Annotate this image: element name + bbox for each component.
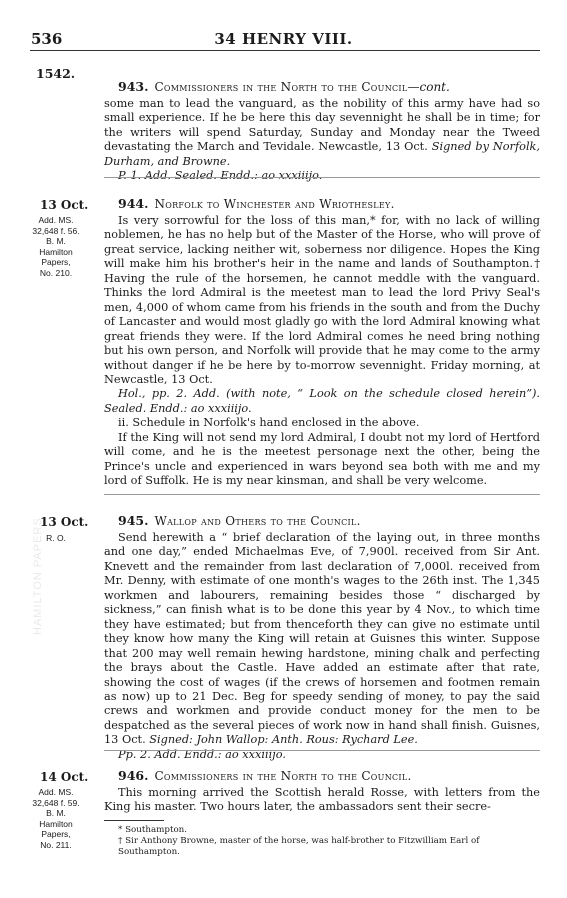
entry-title: Commissioners in the North to the Council. xyxy=(154,769,412,783)
page-number: 536 xyxy=(31,30,63,48)
footnote: * Southampton. xyxy=(118,825,188,835)
header-rule xyxy=(30,50,540,51)
paragraph: Send herewith a “ brief declaration of the laying out, in three months and one day,” ended Michaelmas Eve, of 7,900l. received from Sir Ant. Knevett and the remainder from last declaration of 7,000l. received from Mr. Denny, with estimate of one month's wages to the 26th inst. The 1,345 workmen and labourers, remaining besides those “ discharged by sickness,” can finish what is to be done this year by 4 Nov., to which time they have estimated; but from thenceforth they can give no estimate until they know how many the King will retain at Guisnes this winter. Suppose that 200 may well remain hewing hardstone, mining chalk and perfecting the brays about the Castle. Have added an estimate after that rate, showing the cost of wages (if the crews of horsemen and footmen remain as now) up to 21 Dec. Beg for speedy sending of money, to pay the said crews and workmen and provide conduct money for the men to be despatched as the several pieces of work now in hand shall finish. Guisnes, 13 Oct. Signed: John Wallop: Anth. Rous: Rychard Lee. xyxy=(104,531,540,747)
footnote: † Sir Anthony Browne, master of the horse, was half-brother to Fitzwilliam Earl of Southampton. xyxy=(118,836,480,857)
paragraph: If the King will not send my lord Admiral, I doubt not my lord of Hertford will come, and he is the meetest personage next the other, being the Prince's uncle and experienced in wars beyond sea both with me and my lord of Suffolk. He is my near kinsman, and shall be very welcome. xyxy=(104,430,540,488)
paragraph: some man to lead the vanguard, as the nobility of this army have had so small experience. If he be here this day sevennight he shall be in time; for the writers will spend Saturday, Sunday and Monday near the Tweed devastating the March and Tevidale. Newcastle, 13 Oct. Signed by Norfolk, Durham, and Browne. xyxy=(104,97,540,168)
entry-946-source: Add. MS. 32,648 f. 59. B. M. Hamilton Papers, No. 211. xyxy=(32,787,80,850)
paragraph: This morning arrived the Scottish herald Rosse, with letters from the King his master. Two hours later, the ambassadors sent their secre- xyxy=(104,786,540,814)
paragraph: Pp. 2. Add. Endd.: ao xxxiiijo. xyxy=(118,747,286,761)
footnotes xyxy=(104,825,540,858)
entry-946-heading xyxy=(118,768,412,784)
entry-945-source: R. O. xyxy=(46,533,66,543)
entry-946-body xyxy=(104,786,540,815)
entry-945-body xyxy=(104,531,540,762)
entry-944-source: Add. MS. 32,648 f. 56. B. M. Hamilton Papers, No. 210. xyxy=(32,215,80,278)
entry-943-heading xyxy=(118,79,450,95)
running-title: 34 HENRY VIII. xyxy=(214,30,353,48)
entry-title: Norfolk to Winchester and Wriothesley. xyxy=(154,197,395,211)
entry-945-heading xyxy=(118,513,361,529)
entry-title-suffix: —cont. xyxy=(407,80,450,94)
margin-year: 1542. xyxy=(36,66,76,81)
entry-divider xyxy=(104,177,540,178)
entry-number: 944. xyxy=(118,196,149,211)
entry-title: Commissioners in the North to the Council xyxy=(154,80,408,94)
paragraph: P. 1. Add. Sealed. Endd.: ao xxxiiijo. xyxy=(118,169,323,183)
entry-943-body xyxy=(104,97,540,184)
entry-number: 946. xyxy=(118,768,149,783)
paragraph: Is very sorrowful for the loss of this man,* for, with no lack of willing noblemen, he has no help but of the Master of the Horse, who will prove of great service, lacking neither wit, soberness nor diligence. Hopes the King will make him his brother's heir in the name and lands of Southampton.† Having the rule of the horsemen, he cannot meddle with the vanguard. Thinks the lord Admiral is the meetest man to lead the lord Privy Seal's men, 4,000 of whom came from his friends in the south and from the Duchy of Lancaster and would most gladly go with the lord Admiral knowing what great friends they were. If the lord Admiral comes he need bring nothing but his own person, and Norfolk will provide that he may come to the army without danger if he be here by to-morrow sevennight. Friday morning, at Newcastle, 13 Oct. xyxy=(104,214,540,386)
entry-number: 943. xyxy=(118,79,149,94)
paragraph: ii. Schedule in Norfolk's hand enclosed in the above. xyxy=(118,416,420,430)
entry-title: Wallop and Others to the Council. xyxy=(154,514,361,528)
entry-number: 945. xyxy=(118,513,149,528)
entry-944-heading xyxy=(118,196,395,212)
entry-945-date: 13 Oct. xyxy=(40,515,89,529)
entry-944-date: 13 Oct. xyxy=(40,198,89,212)
entry-944-body xyxy=(104,214,540,489)
entry-divider xyxy=(104,750,540,751)
paragraph: Hol., pp. 2. Add. (with note, “ Look on the schedule closed herein”). Sealed. Endd.: ao xxxiiijo. xyxy=(104,387,540,415)
library-stamp: HAMILTON PAPERS xyxy=(32,517,44,635)
entry-946-date: 14 Oct. xyxy=(40,770,89,784)
entry-divider xyxy=(104,494,540,495)
footnote-rule xyxy=(104,820,164,821)
